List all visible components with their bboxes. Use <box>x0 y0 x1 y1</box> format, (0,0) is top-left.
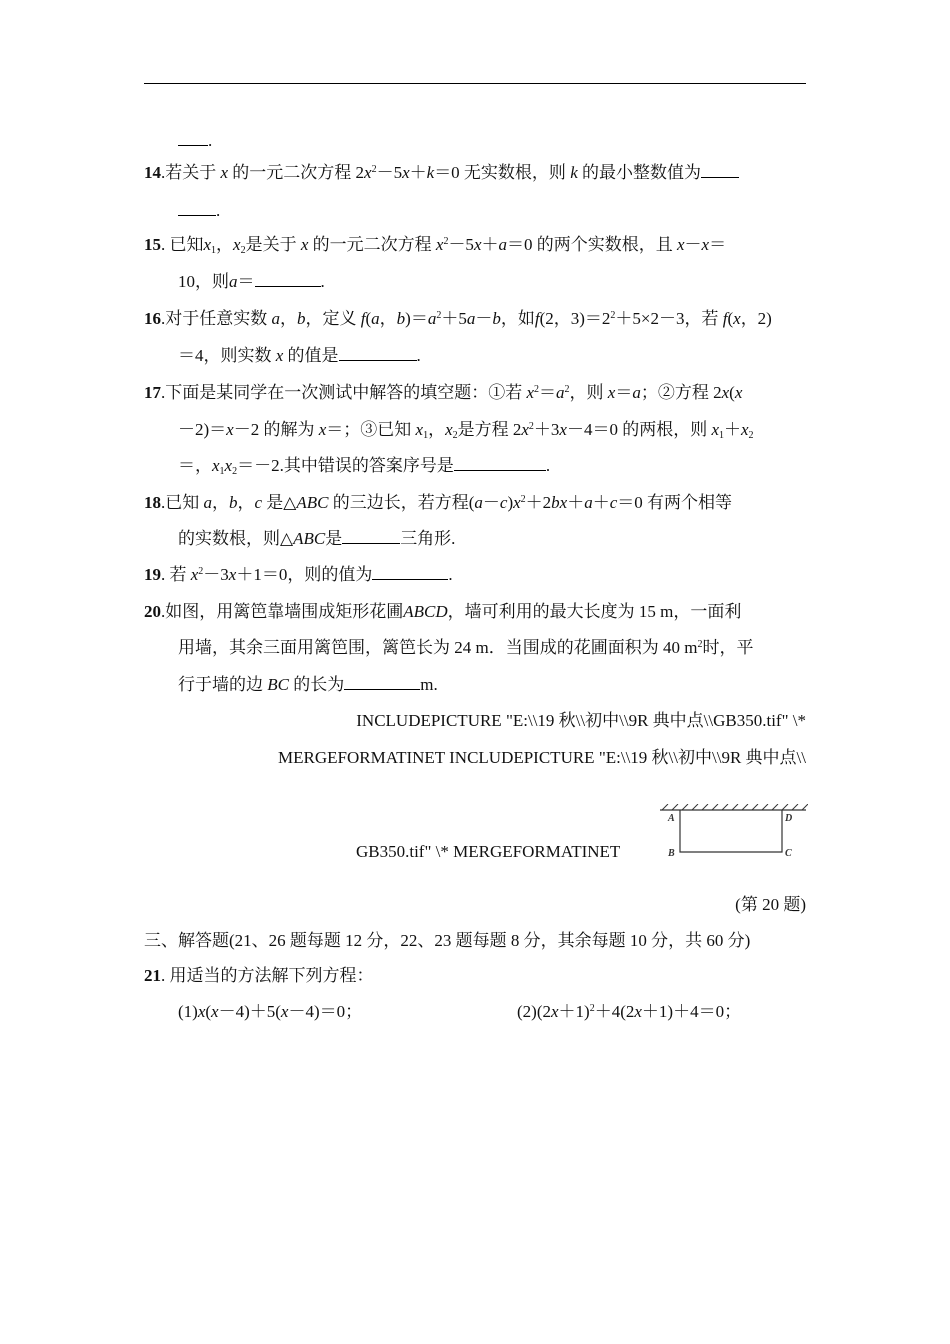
question-15-line2: 10，则a＝ . <box>178 272 325 291</box>
label-c: C <box>785 848 792 859</box>
question-18: 18.已知 a，b，c 是△ABC 的三边长，若方程$(a-c)x^2+2bx+a+c=0$ 有两个相等 <box>144 493 733 512</box>
question-16: 16.对于任意实数 a，b，定义 f(a，$b)=a^2+5a-b$，如f(2，$3)=2^2+5\times 2-3$，若 f(x，2) <box>144 309 772 328</box>
field-code-line3: GB350.tif" \* MERGEFORMATINET <box>356 842 621 861</box>
question-17: 17.下面是某同学在一次测试中解答的填空题：①若 $x^2=a^2$，则 x＝a；②方程 2x(x <box>144 383 743 402</box>
question-20-line3: 行于墙的边 BC 的长为 m. <box>178 675 438 694</box>
question-20-line2: 用墙，其余三面用篱笆围，篱笆长为 24 m．当围成的花圃面积为 40 $m^2$时，平 <box>178 638 754 657</box>
question-21-part2: $(2)(2x+1)^2+4(2x+1)+4=0$； <box>517 1002 742 1021</box>
q13-tail: . <box>178 131 212 151</box>
wall-hatching <box>662 804 808 810</box>
section-3-title: 三、解答题(21、26 题每题 12 分，22、23 题每题 8 分，其余每题 10 分，共 60 分) <box>144 931 751 950</box>
label-a: A <box>668 813 675 824</box>
question-18-line2: 的实数根，则△ABC是 三角形. <box>178 529 456 548</box>
figure-20 <box>658 804 808 865</box>
question-20: 20.如图，用篱笆靠墙围成矩形花圃ABCD，墙可利用的最大长度为 15 m，一面利 <box>144 602 742 621</box>
question-21-part1: (1)x(x－4)＋5(x－4)＝0； <box>178 1002 363 1021</box>
field-code-line2: MERGEFORMATINET INCLUDEPICTURE "E:\\19 秋\\初中\\9R 典中点\\ <box>278 748 806 767</box>
label-b: B <box>668 848 675 859</box>
label-d: D <box>785 813 793 824</box>
figure-caption: (第 20 题) <box>735 895 806 914</box>
header-rule <box>144 83 806 84</box>
question-16-line2: ＝4，则实数 x 的值是 . <box>178 346 421 365</box>
garden-diagram <box>658 804 808 860</box>
question-17-line3: ＝，$x_1x_2=-2$.其中错误的答案序号是 . <box>178 456 551 477</box>
question-14-line2: . <box>178 201 220 221</box>
question-15: 15. 已知$x_1$，$x_2$是关于 x 的一元二次方程 $x^2-5x+a=0$ 的两个实数根，且 x－x＝ <box>144 235 727 256</box>
question-19: 19. 若 $x^2-3x+1=0$，则的值为 . <box>144 565 453 584</box>
question-14: 14.若关于 x 的一元二次方程 $2x^2-5x+k=0$ 无实数根，则 k 的最小整数值为 <box>144 163 739 183</box>
question-17-line2: －2)＝x－2 的解为 x＝；③已知 $x_1$，$x_2$是方程 $2x^2+3x-4=0$ 的两根，则 $x_1+x_2$ <box>178 420 754 441</box>
question-21: 21. 用适当的方法解下列方程： <box>144 966 374 985</box>
field-code-line1: INCLUDEPICTURE "E:\\19 秋\\初中\\9R 典中点\\GB350.tif" \* <box>356 711 806 730</box>
fence-rectangle <box>680 810 782 852</box>
